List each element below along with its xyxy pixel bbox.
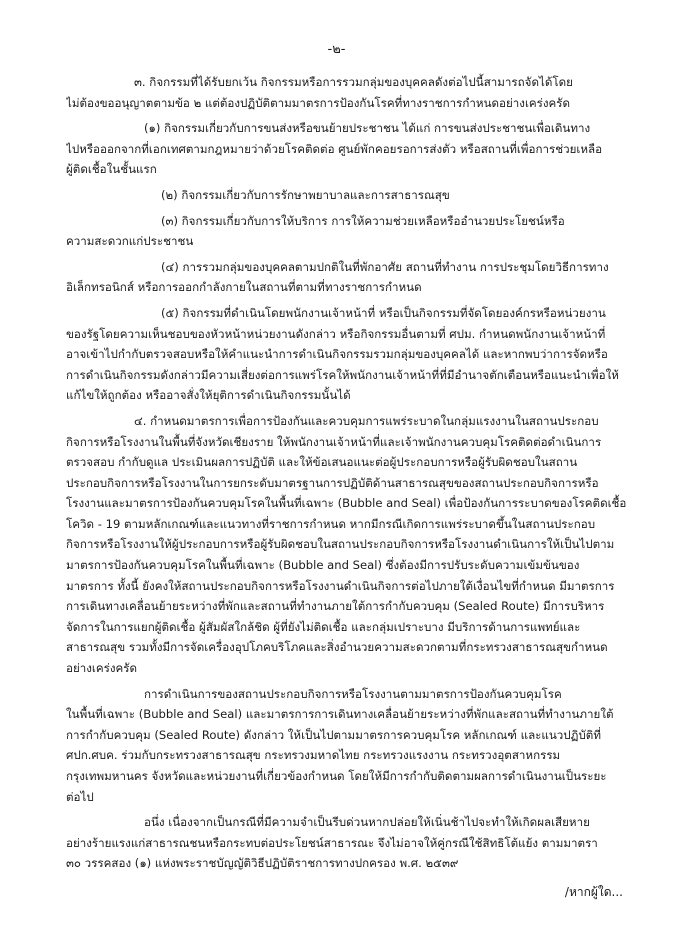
- text-line: จัดการในการแยกผู้ติดเชื้อ ผู้สัมผัสใกล้ชิด ผู้ที่ยังไม่ติดเชื้อ และกลุ่มเปราะบาง มีบริการด้านการแพทย์และ: [66, 619, 581, 634]
- text-line: การดำเนินกิจกรรมดังกล่าวมีความเสี่ยงต่อการแพร่โรคให้พนักงานเจ้าหน้าที่ที่มีอำนาจตักเตือนหรือแนะนำเพื่อให้: [66, 367, 619, 382]
- text-line: มาตรการป้องกันควบคุมโรคในพื้นที่เฉพาะ (Bubble and Seal) ซึ่งต้องมีการปรับระดับความเข้มข้นของ: [66, 558, 580, 573]
- text-line: อนึ่ง เนื่องจากเป็นกรณีที่มีความจำเป็นรีบด่วนหากปล่อยให้เนิ่นช้าไปจะทำให้เกิดผลเสียหาย: [144, 815, 590, 830]
- text-line: ประกอบกิจการหรือโรงงานในการยกระดับมาตรฐานการปฏิบัติด้านสาธารณสุขของสถานประกอบกิจการหรือ: [66, 475, 599, 490]
- text-line: (๒) กิจกรรมเกี่ยวกับการรักษาพยาบาลและการสาธารณสุข: [161, 187, 450, 202]
- text-line: ไปหรือออกจากที่เอกเทศตามกฎหมายว่าด้วยโรคติดต่อ ศูนย์พักคอยรอการส่งตัว หรือสถานที่เพื่อการช่วยเหลือ: [66, 141, 603, 156]
- text-line: อิเล็กทรอนิกส์ หรือการออกกำลังกายในสถานที่ตามที่ทางราชการกำหนด: [66, 280, 422, 295]
- text-line: มาตรการ ทั้งนี้ ยังคงให้สถานประกอบกิจการหรือโรงงานดำเนินกิจการต่อไปภายใต้เงื่อนไขที่กำหนด มีมาตรการ: [66, 578, 615, 593]
- text-line: การกำกับควบคุม (Sealed Route) ดังกล่าว ให้เป็นไปตามมาตรการควบคุมโรค หลักเกณฑ์ และแนวปฏิบัติที่: [66, 727, 601, 742]
- text-line: โรงงานและมาตรการป้องกันควบคุมโรคในพื้นที่เฉพาะ (Bubble and Seal) เพื่อป้องกันการระบาดของโรคติดเชื้อ: [66, 496, 626, 511]
- text-line: ๓. กิจกรรมที่ได้รับยกเว้น กิจกรรมหรือการรวมกลุ่มของบุคคลดังต่อไปนี้สามารถจัดได้โดย: [134, 75, 573, 89]
- text-line: สาธารณสุข รวมทั้งมีการจัดเครื่องอุปโภคบริโภคและสิ่งอำนวยความสะดวกตามที่กระทรวงสาธารณสุขกำหนด: [66, 640, 608, 655]
- text-line: (๑) กิจกรรมเกี่ยวกับการขนส่งหรือขนย้ายประชาชน ได้แก่ การขนส่งประชาชนเพื่อเดินทาง: [144, 121, 591, 136]
- document-body: [66, 72, 626, 874]
- text-line: กิจการหรือโรงงานในพื้นที่จังหวัดเชียงราย ให้พนักงานเจ้าหน้าที่และเจ้าพนักงานควบคุมโรคติดต่อดำเนินการ: [66, 434, 602, 449]
- text-line: ต่อไป: [66, 789, 94, 804]
- text-line: กิจการหรือโรงงานให้ผู้ประกอบการหรือผู้รับผิดชอบในสถานประกอบกิจการหรือโรงงานดำเนินการให้เป็นไปตาม: [66, 537, 615, 552]
- text-line: ของรัฐโดยความเห็นชอบของหัวหน้าหน่วยงานดังกล่าว หรือกิจกรรมอื่นตามที่ ศปม. กำหนดพนักงานเจ้าหน้าที่: [66, 326, 606, 341]
- text-line: ความสะดวกแก่ประชาชน: [66, 234, 194, 249]
- text-line: ศปก.ศบค. ร่วมกับกระทรวงสาธารณสุข กระทรวงมหาดไทย กระทรวงแรงงาน กระทรวงอุตสาหกรรม: [66, 748, 561, 763]
- text-line: อย่างเคร่งครัด: [66, 661, 138, 676]
- continuation-marker: /หากผู้ใด...: [564, 885, 623, 899]
- text-line: ๓๐ วรรคสอง (๑) แห่งพระราชบัญญัติวิธีปฏิบัติราชการทางปกครอง พ.ศ. ๒๕๓๙: [66, 856, 459, 871]
- page-number: -๒-: [327, 42, 346, 57]
- text-line: ผู้ติดเชื้อในชั้นแรก: [66, 162, 157, 177]
- text-line: ตรวจสอบ กำกับดูแล ประเมินผลการปฏิบัติ และให้ข้อเสนอแนะต่อผู้ประกอบการหรือผู้รับผิดชอบในสถาน: [66, 455, 578, 470]
- text-line: ไม่ต้องขออนุญาตตามข้อ ๒ แต่ต้องปฏิบัติตามมาตรการป้องกันโรคที่ทางราชการกำหนดอย่างเคร่งครัด: [66, 95, 571, 110]
- text-line: โควิด - 19 ตามหลักเกณฑ์และแนวทางที่ราชการกำหนด หากมีกรณีเกิดการแพร่ระบาดขึ้นในสถานประกอบ: [66, 516, 596, 531]
- text-line: (๕) กิจกรรมที่ดำเนินโดยพนักงานเจ้าหน้าที่ หรือเป็นกิจกรรมที่จัดโดยองค์กรหรือหน่วยงาน: [161, 305, 606, 320]
- text-line: กรุงเทพมหานคร จังหวัดและหน่วยงานที่เกี่ยวข้องกำหนด โดยให้มีการกำกับติดตามผลการดำเนินงานเป็นระยะ: [66, 769, 607, 783]
- text-line: อย่างร้ายแรงแก่สาธารณชนหรือกระทบต่อประโยชน์สาธารณะ จึงไม่อาจให้คู่กรณีใช้สิทธิโต้แย้ง ตามมาตรา: [66, 835, 598, 850]
- text-line: (๓) กิจกรรมเกี่ยวกับการให้บริการ การให้ความช่วยเหลือหรืออำนวยประโยชน์หรือ: [161, 213, 565, 228]
- text-line: ๔. กำหนดมาตรการเพื่อการป้องกันและควบคุมการแพร่ระบาดในกลุ่มแรงงานในสถานประกอบ: [134, 413, 599, 428]
- text-line: แก้ไขให้ถูกต้อง หรืออาจสั่งให้ยุติการดำเนินกิจกรรมนั้นได้: [66, 388, 351, 403]
- text-line: การเดินทางเคลื่อนย้ายระหว่างที่พักและสถานที่ทำงานภายใต้การกำกับควบคุม (Sealed Route) มีการบริหาร: [66, 599, 605, 614]
- text-line: (๔) การรวมกลุ่มของบุคคลตามปกติในที่พักอาศัย สถานที่ทำงาน การประชุมโดยวิธีการทาง: [161, 259, 609, 274]
- text-line: อาจเข้าไปกำกับตรวจสอบหรือให้คำแนะนำการดำเนินกิจกรรมรวมกลุ่มของบุคคลได้ และหากพบว่าการจัดหรือ: [66, 347, 608, 362]
- text-line: ในพื้นที่เฉพาะ (Bubble and Seal) และมาตรการการเดินทางเคลื่อนย้ายระหว่างที่พักและสถานที่ทำงานภายใต้: [66, 707, 614, 722]
- text-line: การดำเนินการของสถานประกอบกิจการหรือโรงงานตามมาตรการป้องกันควบคุมโรค: [144, 686, 562, 701]
